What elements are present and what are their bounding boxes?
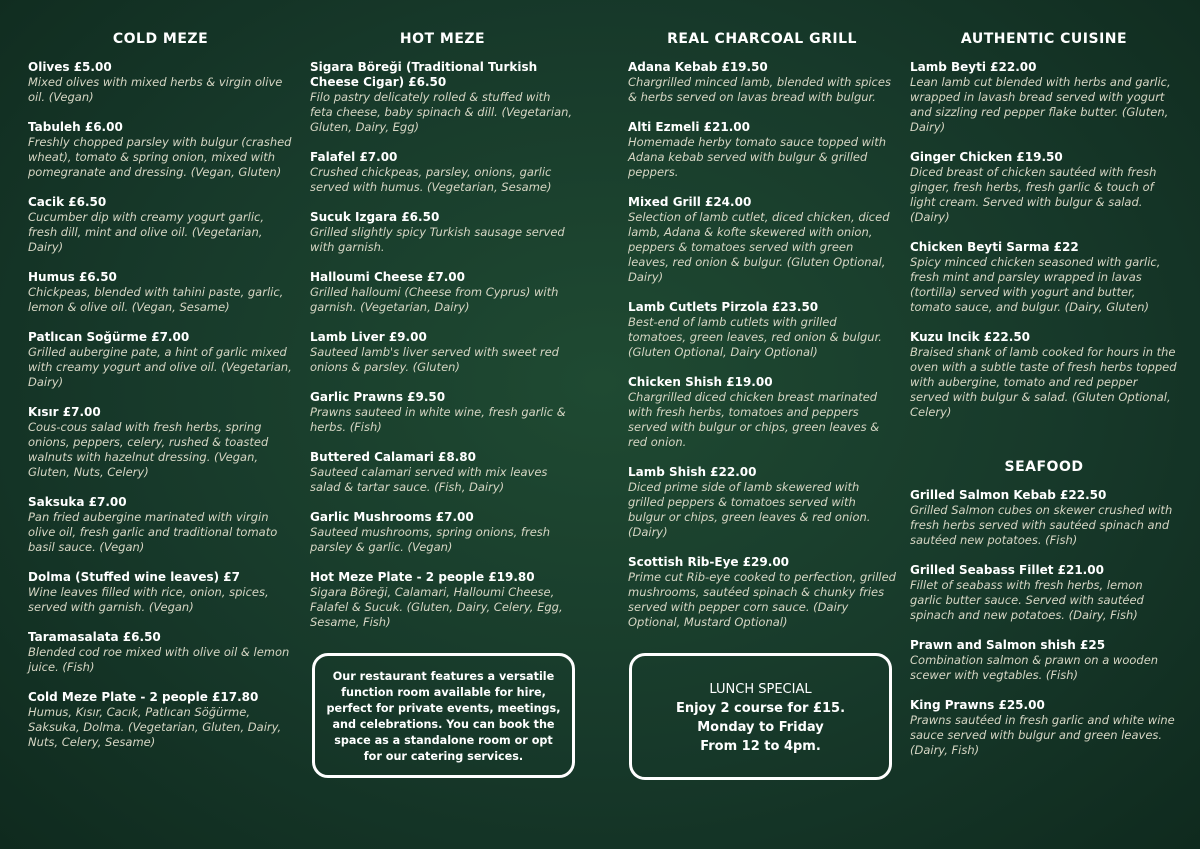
- cold-meze-section: [28, 30, 293, 765]
- section-heading: REAL CHARCOAL GRILL: [667, 31, 857, 47]
- item-name: Halloumi Cheese £7.00: [310, 270, 465, 284]
- seafood-heading: SEAFOOD: [1004, 459, 1084, 475]
- item-name: Sucuk Izgara £6.50: [310, 210, 440, 224]
- item-name: Lamb Cutlets Pirzola £23.50: [628, 300, 819, 314]
- item-name: Lamb Liver £9.00: [310, 330, 427, 344]
- section-heading: COLD MEZE: [112, 31, 209, 47]
- item-name: Saksuka £7.00: [28, 495, 127, 509]
- item-description: Sauteed mushrooms, spring onions, fresh parsley & garlic. (Vegan): [310, 525, 551, 554]
- menu-item: [28, 60, 293, 105]
- menu-item: [628, 465, 896, 540]
- item-name: Ginger Chicken £19.50: [910, 150, 1063, 164]
- menu-item: [28, 120, 293, 180]
- item-name: Lamb Shish £22.00: [628, 465, 757, 479]
- menu-item: [910, 638, 1178, 683]
- item-description: Fillet of seabass with fresh herbs, lemon garlic butter sauce. Served with sautéed spinach and new potatoes. (Dairy, Fish): [910, 578, 1144, 622]
- item-description: Chargrilled minced lamb, blended with spices & herbs served on lavas bread with bulgur.: [628, 75, 891, 104]
- item-name: Grilled Seabass Fillet £21.00: [910, 563, 1104, 577]
- menu-item: [28, 495, 293, 555]
- item-name: Alti Ezmeli £21.00: [628, 120, 750, 134]
- item-name: Lamb Beyti £22.00: [910, 60, 1037, 74]
- item-description: Cucumber dip with creamy yogurt garlic, fresh dill, mint and olive oil. (Vegetarian, Dairy): [28, 210, 264, 254]
- item-name: Humus £6.50: [28, 270, 117, 284]
- menu-item: [28, 195, 293, 255]
- item-name: King Prawns £25.00: [910, 698, 1045, 712]
- item-description: Grilled Salmon cubes on skewer crushed with fresh herbs served with sautéed spinach and sautéed new potatoes. (Fish): [910, 503, 1173, 547]
- item-name: Olives £5.00: [28, 60, 112, 74]
- item-description: Diced breast of chicken sautéed with fresh ginger, fresh herbs, fresh garlic & touch of light cream. Served with bulgur & salad. (Dairy): [910, 165, 1157, 224]
- item-name: Garlic Prawns £9.50: [310, 390, 446, 404]
- item-description: Braised shank of lamb cooked for hours in the oven with a subtle taste of fresh herbs topped with aubergine, tomato and red pepper served with bulgur & salad. (Gluten Optional, Celery): [910, 345, 1177, 419]
- item-description: Freshly chopped parsley with bulgur (crashed wheat), tomato & spring onion, mixed with pomegranate and dressing. (Vegan, Gluten): [28, 135, 292, 179]
- item-name: Patlıcan Soğürme £7.00: [28, 330, 190, 344]
- item-description: Grilled slightly spicy Turkish sausage served with garnish.: [310, 225, 565, 254]
- item-name: Cold Meze Plate - 2 people £17.80: [28, 690, 259, 704]
- item-name: Taramasalata £6.50: [28, 630, 161, 644]
- item-name: Chicken Shish £19.00: [628, 375, 773, 389]
- item-description: Grilled aubergine pate, a hint of garlic mixed with creamy yogurt and olive oil. (Vegetarian, Dairy): [28, 345, 292, 389]
- lunch-special-title: LUNCH SPECIAL: [709, 682, 812, 697]
- menu-item: [28, 405, 293, 480]
- item-description: Selection of lamb cutlet, diced chicken, diced lamb, Adana & kofte skewered with onion, peppers & tomatoes served with green leaves, red onion & bulgur. (Gluten Optional, Dairy): [628, 210, 890, 284]
- menu-item: [910, 60, 1178, 135]
- item-description: Diced prime side of lamb skewered with grilled peppers & tomatoes served with bulgur or chips, green leaves & red onion. (Dairy): [628, 480, 871, 539]
- item-description: Homemade herby tomato sauce topped with Adana kebab served with bulgur & grilled peppers.: [628, 135, 887, 179]
- item-description: Prime cut Rib-eye cooked to perfection, grilled mushrooms, sautéed spinach & chunky fries served with pepper corn sauce. (Dairy Optional, Mustard Optional): [628, 570, 896, 629]
- section-heading: AUTHENTIC CUISINE: [960, 31, 1128, 47]
- item-description: Wine leaves filled with rice, onion, spices, served with garnish. (Vegan): [28, 585, 269, 614]
- lunch-special-offer: Enjoy 2 course for £15.: [675, 701, 846, 716]
- menu-item: [28, 330, 293, 390]
- item-description: Prawns sauteed in white wine, fresh garlic & herbs. (Fish): [310, 405, 566, 434]
- hot-meze-section: [310, 30, 575, 645]
- item-description: Prawns sautéed in fresh garlic and white wine sauce served with bulgur and green leaves. (Dairy, Fish): [910, 713, 1175, 757]
- menu-item: [628, 120, 896, 180]
- item-name: Grilled Salmon Kebab £22.50: [910, 488, 1107, 502]
- menu-item: [310, 450, 575, 495]
- menu-item: [28, 570, 293, 615]
- item-description: Pan fried aubergine marinated with virgin olive oil, fresh garlic and traditional tomato basil sauce. (Vegan): [28, 510, 278, 554]
- menu-item: [310, 330, 575, 375]
- menu-item: [28, 630, 293, 675]
- lunch-special-days: Monday to Friday: [697, 720, 824, 735]
- item-description: Lean lamb cut blended with herbs and garlic, wrapped in lavash bread served with yogurt and sizzling red pepper flake butter. (Gluten, Dairy): [910, 75, 1171, 134]
- item-name: Prawn and Salmon shish £25: [910, 638, 1106, 652]
- lunch-special-box: [629, 653, 892, 780]
- menu-item: [628, 195, 896, 285]
- menu-item: [310, 150, 575, 195]
- menu-item: [910, 563, 1178, 623]
- menu-item: [28, 690, 293, 750]
- item-description: Blended cod roe mixed with olive oil & lemon juice. (Fish): [28, 645, 290, 674]
- menu-item: [628, 555, 896, 630]
- menu-item: [910, 698, 1178, 758]
- item-description: Mixed olives with mixed herbs & virgin olive oil. (Vegan): [28, 75, 283, 104]
- charcoal-grill-section: [628, 30, 896, 645]
- menu-item: [628, 300, 896, 360]
- item-name: Buttered Calamari £8.80: [310, 450, 477, 464]
- section-heading: HOT MEZE: [399, 31, 486, 47]
- item-name: Scottish Rib-Eye £29.00: [628, 555, 790, 569]
- item-name: Tabuleh £6.00: [28, 120, 123, 134]
- menu-item: [910, 488, 1178, 548]
- menu-item: [310, 390, 575, 435]
- item-description: Sigara Böreği, Calamari, Halloumi Cheese, Falafel & Sucuk. (Gluten, Dairy, Celery, Egg, Sesame, Fish): [310, 585, 563, 629]
- item-name: Kısır £7.00: [28, 405, 101, 419]
- item-name: Sigara Böreği (Traditional Turkish Cheese Cigar) £6.50: [310, 60, 538, 89]
- authentic-cuisine-section: [910, 30, 1178, 773]
- item-description: Grilled halloumi (Cheese from Cyprus) with garnish. (Vegetarian, Dairy): [310, 285, 559, 314]
- menu-item: [310, 270, 575, 315]
- function-room-notice: Our restaurant features a versatile function room available for hire, perfect for private events, meetings, and celebrations. You can book the space as a standalone room or opt for our catering services.: [312, 653, 575, 778]
- item-description: Sauteed lamb's liver served with sweet red onions & parsley. (Gluten): [310, 345, 559, 374]
- item-description: Spicy minced chicken seasoned with garlic, fresh mint and parsley wrapped in lavas (tortilla) served with yogurt and butter, tomato sauce, and bulgur. (Dairy, Gluten): [910, 255, 1161, 314]
- item-name: Cacik £6.50: [28, 195, 107, 209]
- item-name: Chicken Beyti Sarma £22: [910, 240, 1079, 254]
- menu-item: [28, 270, 293, 315]
- menu-item: [310, 210, 575, 255]
- item-name: Hot Meze Plate - 2 people £19.80: [310, 570, 535, 584]
- item-name: Garlic Mushrooms £7.00: [310, 510, 474, 524]
- menu-item: [910, 240, 1178, 315]
- menu-item: [910, 150, 1178, 225]
- item-description: Sauteed calamari served with mix leaves salad & tartar sauce. (Fish, Dairy): [310, 465, 548, 494]
- menu-item: [910, 330, 1178, 420]
- item-name: Mixed Grill £24.00: [628, 195, 752, 209]
- item-name: Falafel £7.00: [310, 150, 398, 164]
- item-description: Chickpeas, blended with tahini paste, garlic, lemon & olive oil. (Vegan, Sesame): [28, 285, 284, 314]
- menu-item: [628, 60, 896, 105]
- item-description: Cous-cous salad with fresh herbs, spring onions, peppers, celery, rushed & toasted walnuts with hazelnut dressing. (Vegan, Gluten, Nuts, Celery): [28, 420, 269, 479]
- menu-item: [310, 60, 575, 135]
- item-description: Best-end of lamb cutlets with grilled tomatoes, green leaves, red onion & bulgur. (Gluten Optional, Dairy Optional): [628, 315, 882, 359]
- item-description: Chargrilled diced chicken breast marinated with fresh herbs, tomatoes and peppers served with bulgur or chips, green leaves & red onion.: [628, 390, 880, 449]
- item-name: Kuzu Incik £22.50: [910, 330, 1031, 344]
- menu-item: [310, 510, 575, 555]
- item-name: Adana Kebab £19.50: [628, 60, 768, 74]
- item-description: Filo pastry delicately rolled & stuffed with feta cheese, baby spinach & dill. (Vegetarian, Gluten, Dairy, Egg): [310, 90, 573, 134]
- item-name: Dolma (Stuffed wine leaves) £7: [28, 570, 241, 584]
- item-description: Combination salmon & prawn on a wooden scewer with vegtables. (Fish): [910, 653, 1159, 682]
- lunch-special-hours: From 12 to 4pm.: [700, 739, 821, 754]
- menu-item: [310, 570, 575, 630]
- menu-item: [628, 375, 896, 450]
- item-description: Humus, Kısır, Cacık, Patlıcan Söğürme, Saksuka, Dolma. (Vegetarian, Gluten, Dairy, Nuts, Celery, Sesame): [28, 705, 282, 749]
- item-description: Crushed chickpeas, parsley, onions, garlic served with humus. (Vegetarian, Sesame): [310, 165, 552, 194]
